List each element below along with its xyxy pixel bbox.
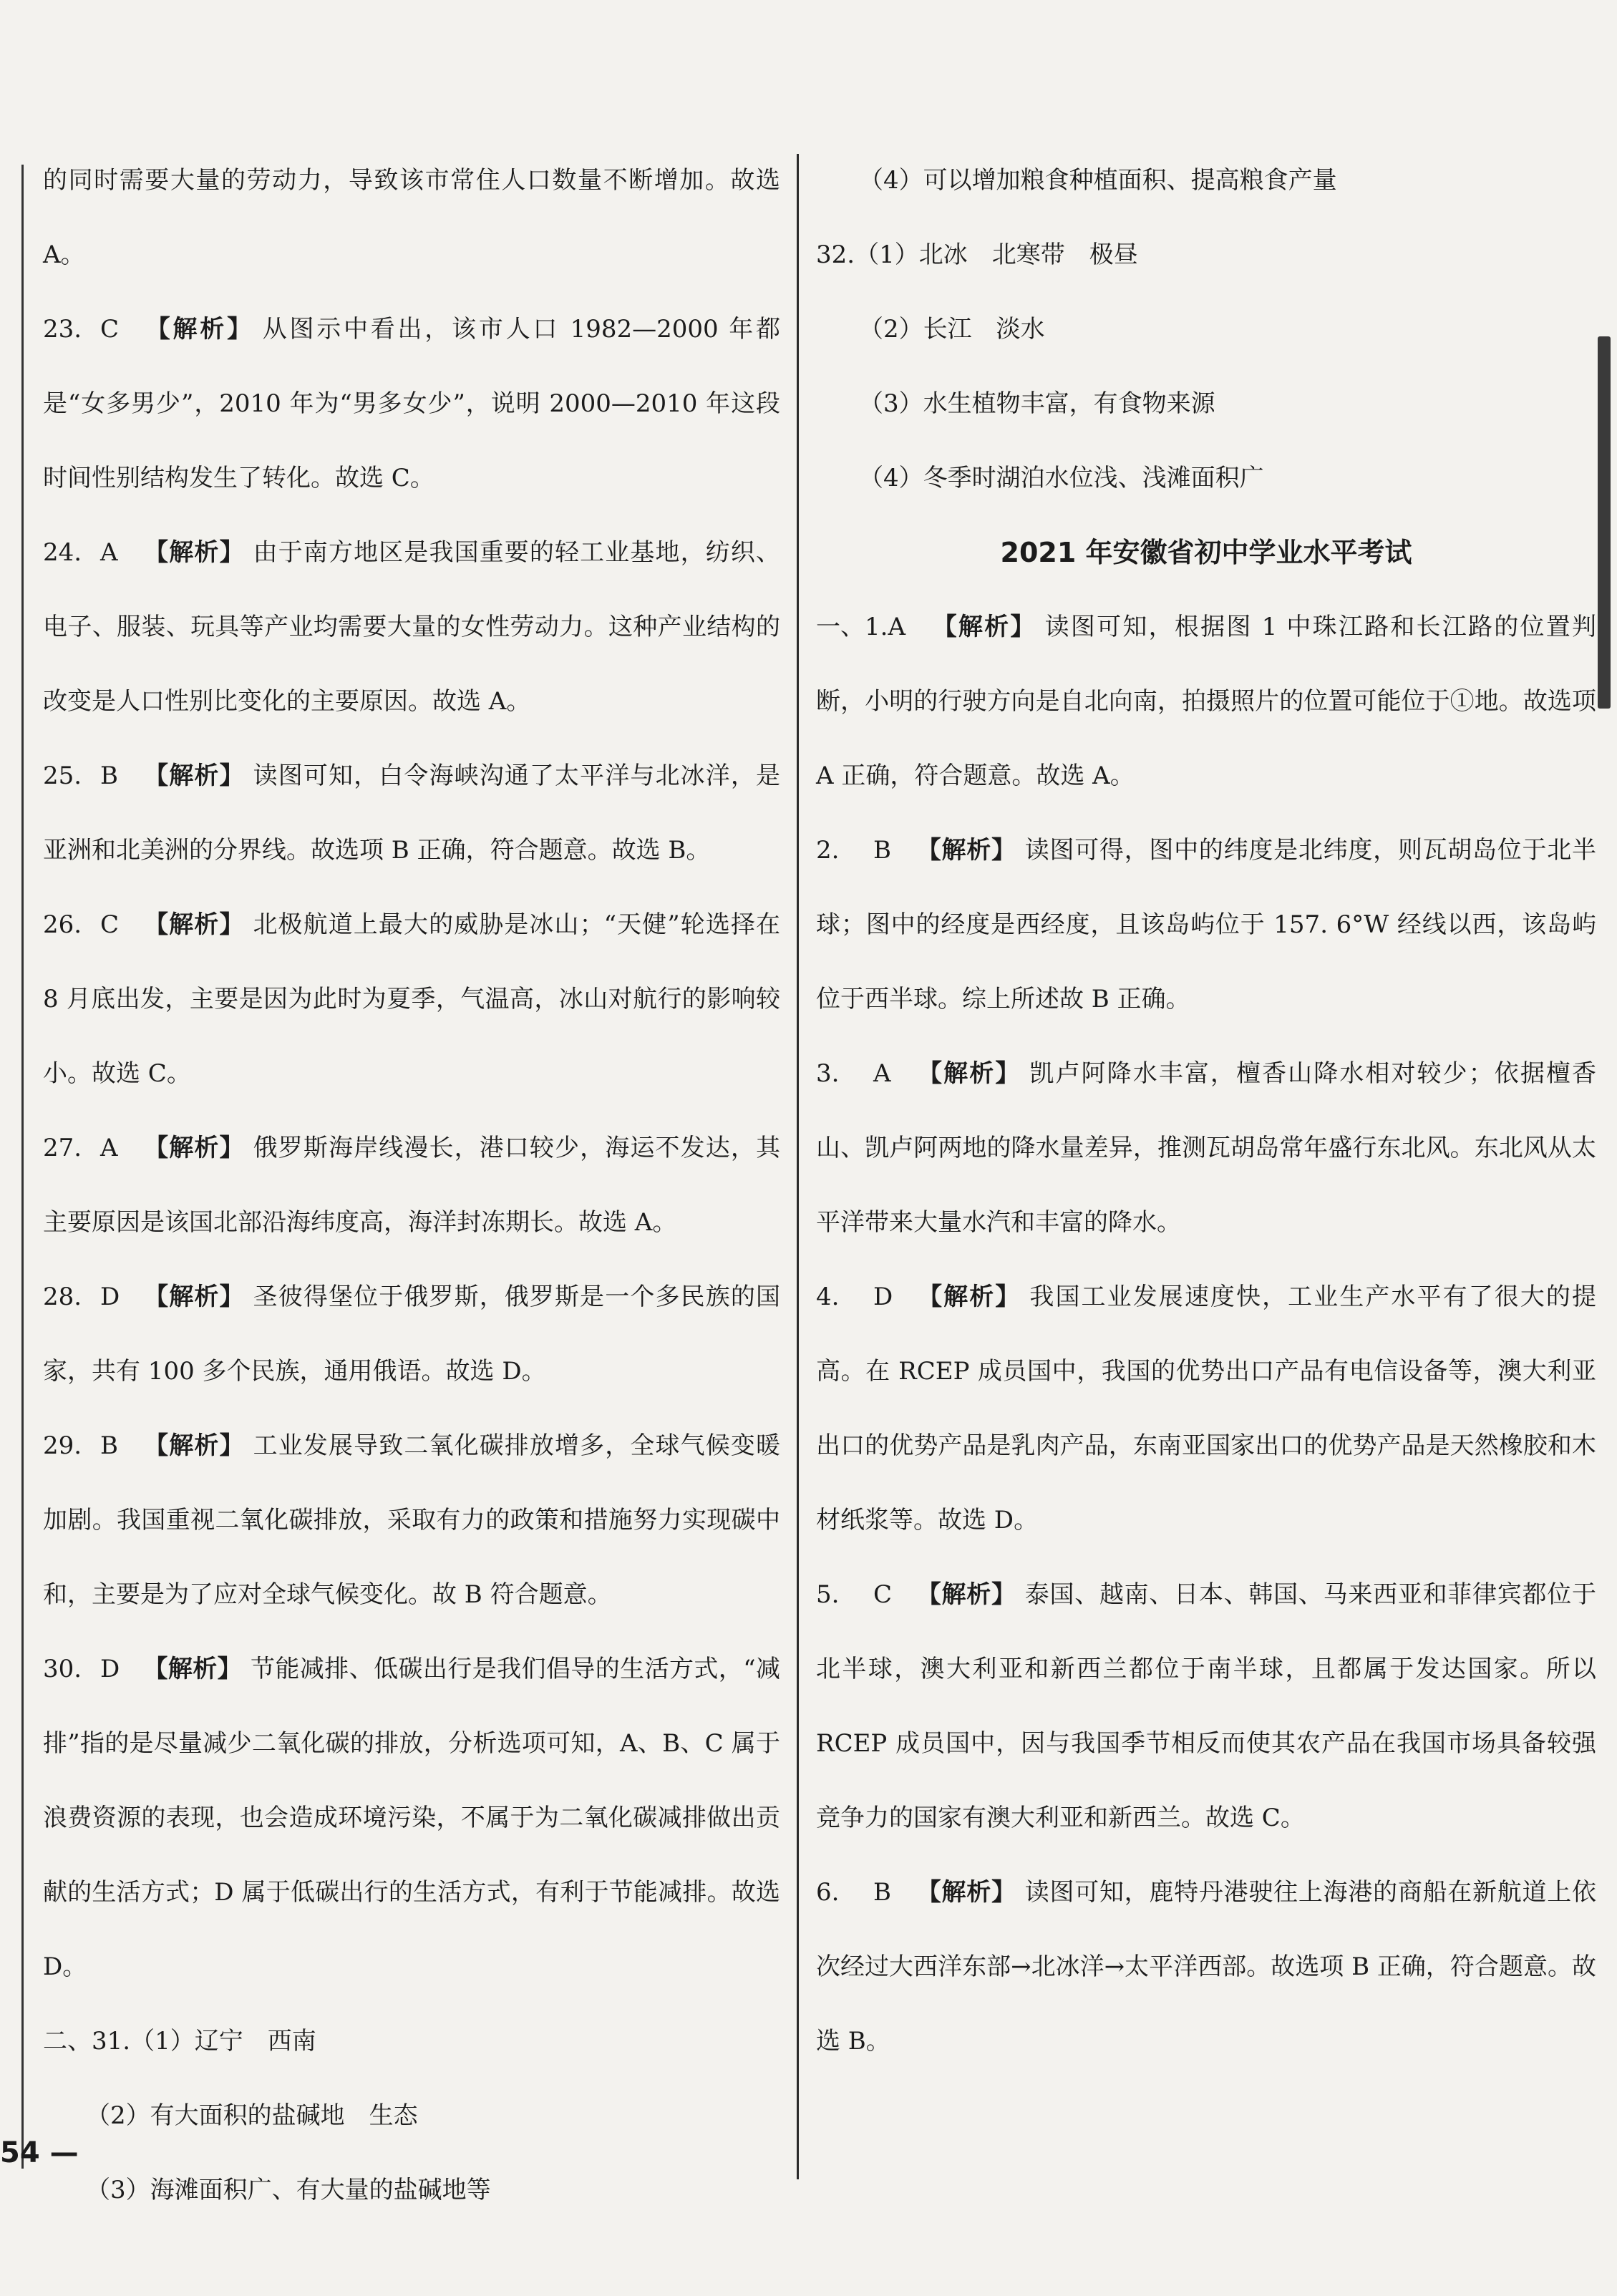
- answer-27: 27. A 【解析】 俄罗斯海岸线漫长，港口较少，海运不发达，其主要原因是该国北部沿海纬度高，海洋封冻期长。故选 A。: [43, 1134, 781, 1237]
- answer-6: 6. B 【解析】 读图可知，鹿特丹港驶往上海港的商船在新航道上依次经过大西洋东部→北冰洋→太平洋西部。故选项 B 正确，符合题意。故选 B。: [816, 1878, 1597, 2056]
- answer-2: 2. B 【解析】 读图可得，图中的纬度是北纬度，则瓦胡岛位于北半球；图中的经度是西经度，且该岛屿位于 157. 6°W 经线以西，该岛屿位于西半球。综上所述故 B 正确。: [816, 836, 1597, 1013]
- answer-32-part2: （2）长江 淡水: [859, 315, 1045, 344]
- answer-23: 23. C 【解析】 从图示中看出，该市人口 1982—2000 年都是“女多男少”，2010 年为“男多女少”，说明 2000—2010 年这段时间性别结构发生了转化。故选 C。: [43, 315, 781, 492]
- answer-24: 24. A 【解析】 由于南方地区是我国重要的轻工业基地，纺织、电子、服装、玩具等产业均需要大量的女性劳动力。这种产业结构的改变是人口性别比变化的主要原因。故选 A。: [43, 538, 781, 716]
- answer-28: 28. D 【解析】 圣彼得堡位于俄罗斯，俄罗斯是一个多民族的国家，共有 100 多个民族，通用俄语。故选 D。: [43, 1283, 781, 1386]
- answer-31-part1: 二、31.（1）辽宁 西南: [43, 2027, 316, 2056]
- left-margin-rule: [21, 165, 24, 2169]
- answer-32-part1: 32.（1）北冰 北寒带 极昼: [816, 240, 1138, 269]
- answer-3: 3. A 【解析】 凯卢阿降水丰富，檀香山降水相对较少；依据檀香山、凯卢阿两地的降水量差异，推测瓦胡岛常年盛行东北风。东北风从太平洋带来大量水汽和丰富的降水。: [816, 1059, 1597, 1237]
- right-column: [816, 143, 1596, 2078]
- page-number: 54 —: [0, 2136, 79, 2169]
- binding-edge-mark: [1598, 336, 1611, 709]
- answer-30: 30. D 【解析】 节能减排、低碳出行是我们倡导的生活方式，“减排”指的是尽量减少二氧化碳的排放，分析选项可知，A、B、C 属于浪费资源的表现，也会造成环境污染，不属于为二氧化碳减排做出贡献的生活方式；D 属于低碳出行的生活方式，有利于节能减排。故选 D。: [43, 1655, 780, 1981]
- answer-31-part4: （4）可以增加粮食种植面积、提高粮食产量: [859, 166, 1337, 195]
- answer-31-part2: （2）有大面积的盐碱地 生态: [86, 2101, 418, 2130]
- answer-32-part3: （3）水生植物丰富，有食物来源: [859, 389, 1215, 418]
- answer-29: 29. B 【解析】 工业发展导致二氧化碳排放增多，全球气候变暖加剧。我国重视二氧化碳排放，采取有力的政策和措施努力实现碳中和，主要是为了应对全球气候变化。故 B 符合题意。: [43, 1431, 781, 1609]
- answer-1: 一、1.A 【解析】 读图可知，根据图 1 中珠江路和长江路的位置判断，小明的行驶方向是自北向南，拍摄照片的位置可能位于①地。故选项 A 正确，符合题意。故选 A。: [816, 613, 1597, 790]
- answer-32-part4: （4）冬季时湖泊水位浅、浅滩面积广: [859, 464, 1264, 492]
- answer-4: 4. D 【解析】 我国工业发展速度快，工业生产水平有了很大的提高。在 RCEP 成员国中，我国的优势出口产品有电信设备等，澳大利亚出口的优势产品是乳肉产品，东南亚国家出口的优势产品是天然橡胶和木材纸浆等。故选 D。: [816, 1283, 1597, 1534]
- column-divider: [797, 154, 799, 2179]
- continued-answer: 的同时需要大量的劳动力，导致该市常住人口数量不断增加。故选 A。: [43, 166, 780, 269]
- answer-25: 25. B 【解析】 读图可知，白令海峡沟通了太平洋与北冰洋，是亚洲和北美洲的分界线。故选项 B 正确，符合题意。故选 B。: [43, 762, 781, 865]
- exam-section-title: 2021 年安徽省初中学业水平考试: [1000, 537, 1412, 568]
- answer-5: 5. C 【解析】 泰国、越南、日本、韩国、马来西亚和菲律宾都位于北半球，澳大利亚和新西兰都位于南半球，且都属于发达国家。所以 RCEP 成员国中，因与我国季节相反而使其农产品在我国市场具备较强竞争力的国家有澳大利亚和新西兰。故选 C。: [816, 1580, 1597, 1832]
- answer-26: 26. C 【解析】 北极航道上最大的威胁是冰山；“天健”轮选择在 8 月底出发，主要是因为此时为夏季，气温高，冰山对航行的影响较小。故选 C。: [43, 910, 781, 1088]
- left-column: [43, 143, 780, 2227]
- answer-31-part3: （3）海滩面积广、有大量的盐碱地等: [86, 2176, 491, 2204]
